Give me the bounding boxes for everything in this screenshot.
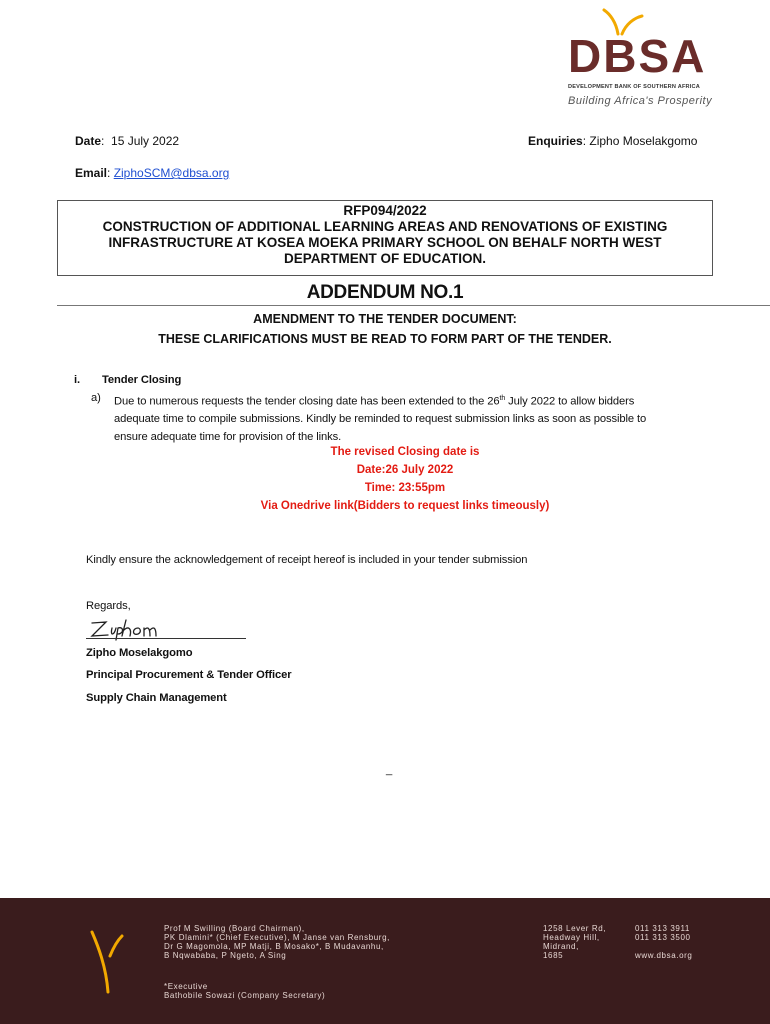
item-marker: a)	[91, 392, 101, 404]
logo-org-name: DEVELOPMENT BANK OF SOUTHERN AFRICA	[568, 84, 701, 90]
acknowledge-text: Kindly ensure the acknowledgement of receipt hereof is included in your tender submission	[86, 554, 528, 566]
revised-time: Time: 23:55pm	[364, 482, 446, 494]
stray-mark: _	[386, 764, 393, 776]
amendment-line2: THESE CLARIFICATIONS MUST BE READ TO FORM PART OF THE TENDER.	[158, 332, 612, 346]
footer-website[interactable]: www.dbsa.org	[635, 951, 693, 960]
enquiries-line: Enquiries: Zipho Moselakgomo	[528, 134, 698, 148]
logo-wordmark: DBSA	[568, 30, 707, 82]
item-line2: adequate time to compile submissions. Kindly be reminded to request submission links as soon as possible to	[114, 413, 647, 426]
addendum-heading: ADDENDUM NO.1	[306, 282, 464, 303]
footer-address: 1258 Lever Rd, Headway Hill, Midrand, 1685	[543, 924, 607, 960]
section-numeral: i.	[74, 374, 81, 386]
signatory-name: Zipho Moselakgomo	[86, 647, 193, 659]
email-link[interactable]: ZiphoSCM@dbsa.org	[113, 166, 230, 180]
date-value: 15 July 2022	[111, 134, 180, 148]
tender-title-box	[57, 200, 713, 276]
item-line3: ensure adequate time for provision of the links.	[114, 430, 342, 443]
tender-title-line1: CONSTRUCTION OF ADDITIONAL LEARNING AREAS AND RENOVATIONS OF EXISTING	[102, 219, 668, 234]
enquiries-value: Zipho Moselakgomo	[589, 134, 698, 148]
signature-line	[86, 638, 246, 639]
logo-tagline: Building Africa's Prosperity	[568, 95, 713, 107]
footer-phone2: 011 313 3500	[635, 933, 691, 942]
item-line1: Due to numerous requests the tender closing date has been extended to the 26th July 2022 to allow bidders	[114, 395, 635, 408]
enquiries-label: Enquiries	[528, 134, 583, 148]
signatory-title: Principal Procurement & Tender Officer	[86, 669, 292, 681]
footer-board: Prof M Swilling (Board Chairman), PK Dlamini* (Chief Executive), M Janse van Rensburg, Dr G Magomola, MP Matji, B Mosako*, B Mudavanhu, B Nqwababa, P Ngeto, A Sing	[164, 924, 390, 960]
email-label: Email	[75, 166, 108, 180]
tender-title-line2: INFRASTRUCTURE AT KOSEA MOEKA PRIMARY SCHOOL ON BEHALF NORTH WEST	[108, 235, 662, 250]
revised-line1: The revised Closing date is	[330, 446, 480, 458]
signatory-dept: Supply Chain Management	[86, 692, 227, 704]
footer-secretary: *Executive Bathobile Sowazi (Company Secretary)	[164, 982, 326, 1000]
footer-contact	[635, 924, 692, 960]
tender-ref: RFP094/2022	[343, 203, 427, 218]
divider	[57, 305, 770, 306]
date-label: Date	[75, 134, 102, 148]
revised-date: Date:26 July 2022	[356, 464, 454, 476]
email-line: Email: ZiphoSCM@dbsa.org	[75, 166, 230, 180]
regards-text: Regards,	[86, 600, 131, 612]
revised-method: Via Onedrive link(Bidders to request links timeously)	[260, 500, 550, 512]
footer-logo-icon	[88, 916, 128, 996]
footer	[0, 898, 770, 1024]
footer-phone1: 011 313 3911	[635, 924, 690, 933]
date-line: Date: 15 July 2022	[75, 134, 180, 148]
section-heading: Tender Closing	[102, 374, 182, 386]
tender-title-line3: DEPARTMENT OF EDUCATION.	[284, 251, 486, 266]
item-paragraph	[114, 390, 704, 446]
amendment-line1: AMENDMENT TO THE TENDER DOCUMENT:	[253, 312, 517, 326]
